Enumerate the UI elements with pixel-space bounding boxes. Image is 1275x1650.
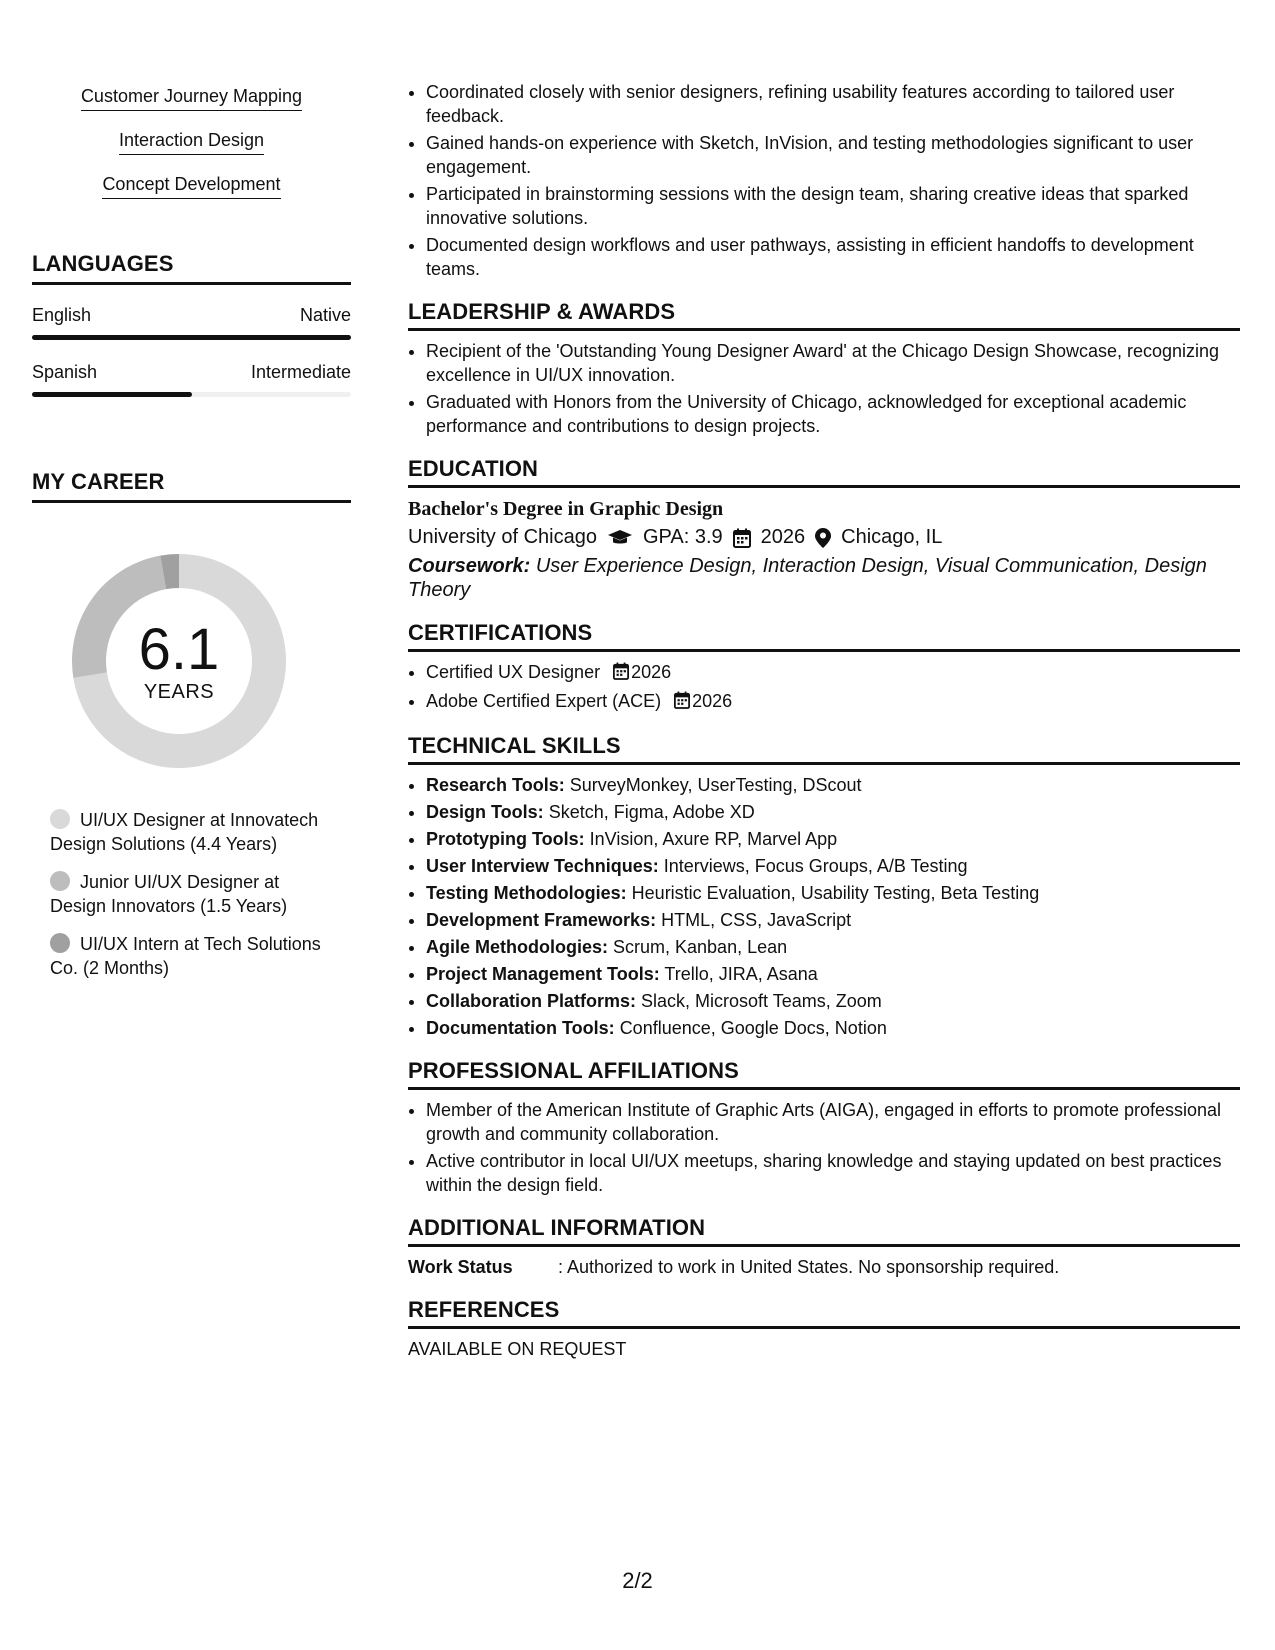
coursework — [408, 554, 1240, 602]
skill-values: InVision, Axure RP, Marvel App — [589, 829, 838, 849]
language-level: Intermediate — [250, 362, 351, 382]
technical-skill-item — [426, 827, 1240, 851]
language-bar-fill — [32, 392, 192, 397]
certification-name: Certified UX Designer — [426, 662, 601, 682]
skill-category: Testing Methodologies: — [426, 883, 627, 903]
experience-bullets — [408, 80, 1240, 281]
legend-dot — [50, 871, 70, 891]
technical-skill-item — [426, 989, 1240, 1013]
experience-bullet: • Gained hands-on experience with Sketch, InVision, and testing methodologies significant to user engagement. — [426, 131, 1240, 179]
skill-category: Design Tools: — [426, 802, 544, 822]
calendar-icon — [613, 662, 629, 686]
technical-skill-item — [426, 935, 1240, 959]
skill-category: Agile Methodologies: — [426, 937, 608, 957]
technical-skill-item — [426, 800, 1240, 824]
language-name: Spanish — [32, 362, 98, 382]
technical-skill-item — [426, 1016, 1240, 1040]
education-title: EDUCATION — [408, 456, 1240, 488]
skill-tag: Concept Development — [102, 172, 280, 199]
degree-title: Bachelor's Degree in Graphic Design — [408, 498, 724, 520]
technical-skill-item — [426, 962, 1240, 986]
languages-title: LANGUAGES — [32, 251, 351, 285]
language-name: English — [32, 305, 92, 325]
leadership-item: • Graduated with Honors from the University of Chicago, acknowledged for exceptional academic performance and contributions to design projects. — [426, 390, 1240, 438]
graduation-year: 2026 — [760, 526, 806, 548]
skill-category: Collaboration Platforms: — [426, 991, 637, 1011]
coursework-label: Coursework: — [408, 555, 531, 577]
career-title: MY CAREER — [32, 469, 351, 503]
experience-bullet: • Coordinated closely with senior designers, refining usability features according to tailored user feedback. — [426, 80, 1240, 128]
language-english — [32, 305, 351, 340]
certifications-list — [408, 660, 1240, 715]
skill-category: Project Management Tools: — [426, 964, 660, 984]
language-bar — [32, 335, 351, 340]
skill-values: Heuristic Evaluation, Usability Testing, Beta Testing — [631, 883, 1040, 903]
career-total-years: 6.1 — [138, 617, 220, 682]
coursework-list: User Experience Design, Interaction Design, Visual Communication, Design Theory — [408, 555, 1207, 601]
skill-values: Sketch, Figma, Adobe XD — [548, 802, 755, 822]
map-pin-icon — [815, 522, 831, 552]
legend-dot — [50, 933, 70, 953]
experience-bullet: • Documented design workflows and user pathways, assisting in efficient handoffs to development teams. — [426, 233, 1240, 281]
work-status-row — [408, 1255, 1240, 1279]
career-total-unit: YEARS — [143, 681, 215, 703]
career-legend-label: UI/UX Designer at Innovatech Design Solutions (4.4 Years) — [50, 810, 319, 854]
career-legend-label: UI/UX Intern at Tech Solutions Co. (2 Months) — [50, 934, 321, 978]
leadership-item: • Recipient of the 'Outstanding Young Designer Award' at the Chicago Design Showcase, recognizing excellence in UI/UX innovation. — [426, 339, 1240, 387]
left-column — [32, 84, 351, 994]
skill-values: Scrum, Kanban, Lean — [613, 937, 788, 957]
skill-values: Trello, JIRA, Asana — [664, 964, 818, 984]
career-donut-chart — [66, 548, 292, 774]
skill-category: User Interview Techniques: — [426, 856, 659, 876]
skill-category: Documentation Tools: — [426, 1018, 615, 1038]
work-status-label: Work Status — [408, 1257, 513, 1277]
technical-skill-item — [426, 881, 1240, 905]
language-level: Native — [299, 305, 351, 325]
school-name: University of Chicago — [408, 526, 597, 548]
language-bar — [32, 392, 351, 397]
skill-category: Development Frameworks: — [426, 910, 657, 930]
affiliations-title: PROFESSIONAL AFFILIATIONS — [408, 1058, 1240, 1090]
language-bar-fill — [32, 335, 351, 340]
certifications-title: CERTIFICATIONS — [408, 620, 1240, 652]
leadership-list — [408, 339, 1240, 438]
career-legend-item — [50, 808, 340, 856]
references-title: REFERENCES — [408, 1297, 1240, 1329]
language-spanish — [32, 362, 351, 397]
certification-name: Adobe Certified Expert (ACE) — [426, 691, 662, 711]
certification-item — [426, 660, 1240, 686]
calendar-icon — [674, 691, 690, 715]
skill-category: Research Tools: — [426, 775, 565, 795]
skill-values: Slack, Microsoft Teams, Zoom — [641, 991, 882, 1011]
skill-tag: Interaction Design — [119, 128, 264, 155]
education-meta — [408, 522, 1240, 552]
affiliation-item: • Member of the American Institute of Graphic Arts (AIGA), engaged in efforts to promote professional growth and community collaboration. — [426, 1098, 1240, 1146]
additional-info-title: ADDITIONAL INFORMATION — [408, 1215, 1240, 1247]
right-column — [408, 80, 1240, 1361]
skill-values: HTML, CSS, JavaScript — [661, 910, 852, 930]
skill-tag: Customer Journey Mapping — [81, 84, 302, 111]
certification-year: 2026 — [692, 691, 733, 711]
career-legend-item — [50, 932, 340, 980]
legend-dot — [50, 809, 70, 829]
technical-skill-item — [426, 773, 1240, 797]
career-legend — [50, 808, 340, 980]
work-status-value: : Authorized to work in United States. No sponsorship required. — [558, 1257, 1060, 1277]
certification-item — [426, 689, 1240, 715]
calendar-icon — [733, 522, 751, 552]
career-legend-label: Junior UI/UX Designer at Design Innovators (1.5 Years) — [50, 872, 288, 916]
graduation-cap-icon — [607, 522, 633, 552]
skill-values: Confluence, Google Docs, Notion — [619, 1018, 887, 1038]
gpa: GPA: 3.9 — [642, 526, 723, 548]
experience-bullet: • Participated in brainstorming sessions with the design team, sharing creative ideas that sparked innovative solutions. — [426, 182, 1240, 230]
skill-values: Interviews, Focus Groups, A/B Testing — [663, 856, 968, 876]
skill-tags — [32, 84, 351, 216]
skill-values: SurveyMonkey, UserTesting, DScout — [569, 775, 862, 795]
technical-skills-title: TECHNICAL SKILLS — [408, 733, 1240, 765]
technical-skill-item — [426, 854, 1240, 878]
career-legend-item — [50, 870, 340, 918]
leadership-title: LEADERSHIP & AWARDS — [408, 299, 1240, 331]
affiliation-item: • Active contributor in local UI/UX meetups, sharing knowledge and staying updated on best practices within the design field. — [426, 1149, 1240, 1197]
school-location: Chicago, IL — [841, 526, 943, 548]
technical-skills-list — [408, 773, 1240, 1040]
references-text: AVAILABLE ON REQUEST — [408, 1339, 627, 1359]
skill-category: Prototyping Tools: — [426, 829, 585, 849]
certification-year: 2026 — [631, 662, 672, 682]
technical-skill-item — [426, 908, 1240, 932]
affiliations-list — [408, 1098, 1240, 1197]
page-number: 2/2 — [622, 1568, 653, 1593]
